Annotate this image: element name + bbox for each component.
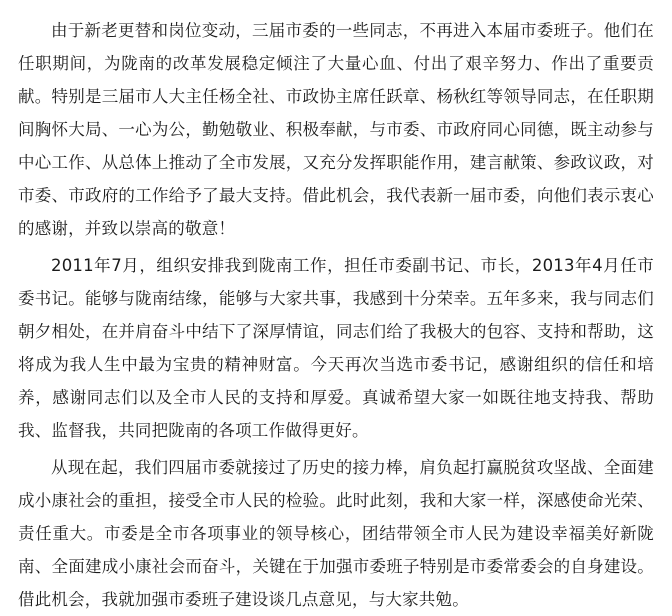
document-paragraph-2: 2011年7月，组织安排我到陇南工作，担任市委副书记、市长，2013年4月任市委书记。能够与陇南结缘，能够与大家共事，我感到十分荣幸。五年多来，我与同志们朝夕相处，在并肩奋斗中结下了深厚情谊，同志们给了我极大的包容、支持和帮助，这将成为我人生中最为宝贵的精神财富。今天再次当选市委书记，感谢组织的信任和培养，感谢同志们以及全市人民的支持和厚爱。真诚希望大家一如既往地支持我、帮助我、监督我，共同把陇南的各项工作做得更好。 xyxy=(18,256,654,440)
document-paragraph-3: 从现在起，我们四届市委就接过了历史的接力棒，肩负起打赢脱贫攻坚战、全面建成小康社会的重担，接受全市人民的检验。此时此刻，我和大家一样，深感使命光荣、责任重大。市委是全市各项事业的领导核心，团结带领全市人民为建设幸福美好新陇南、全面建成小康社会而奋斗，关键在于加强市委班子特别是市委常委会的自身建设。借此机会，我就加强市委班子建设谈几点意见，与大家共勉。 xyxy=(18,458,654,609)
document-paragraph-1: 由于新老更替和岗位变动，三届市委的一些同志，不再进入本届市委班子。他们在任职期间，为陇南的改革发展稳定倾注了大量心血、付出了艰辛努力、作出了重要贡献。特别是三届市人大主任杨全社、市政协主席任跃章、杨秋红等领导同志，在任职期间胸怀大局、一心为公，勤勉敬业、积极奉献，与市委、市政府同心同德，既主动参与中心工作、从总体上推动了全市发展，又充分发挥职能作用，建言献策、参政议政，对市委、市政府的工作给予了最大支持。借此机会，我代表新一届市委，向他们表示衷心的感谢，并致以崇高的敬意！ xyxy=(18,21,654,238)
